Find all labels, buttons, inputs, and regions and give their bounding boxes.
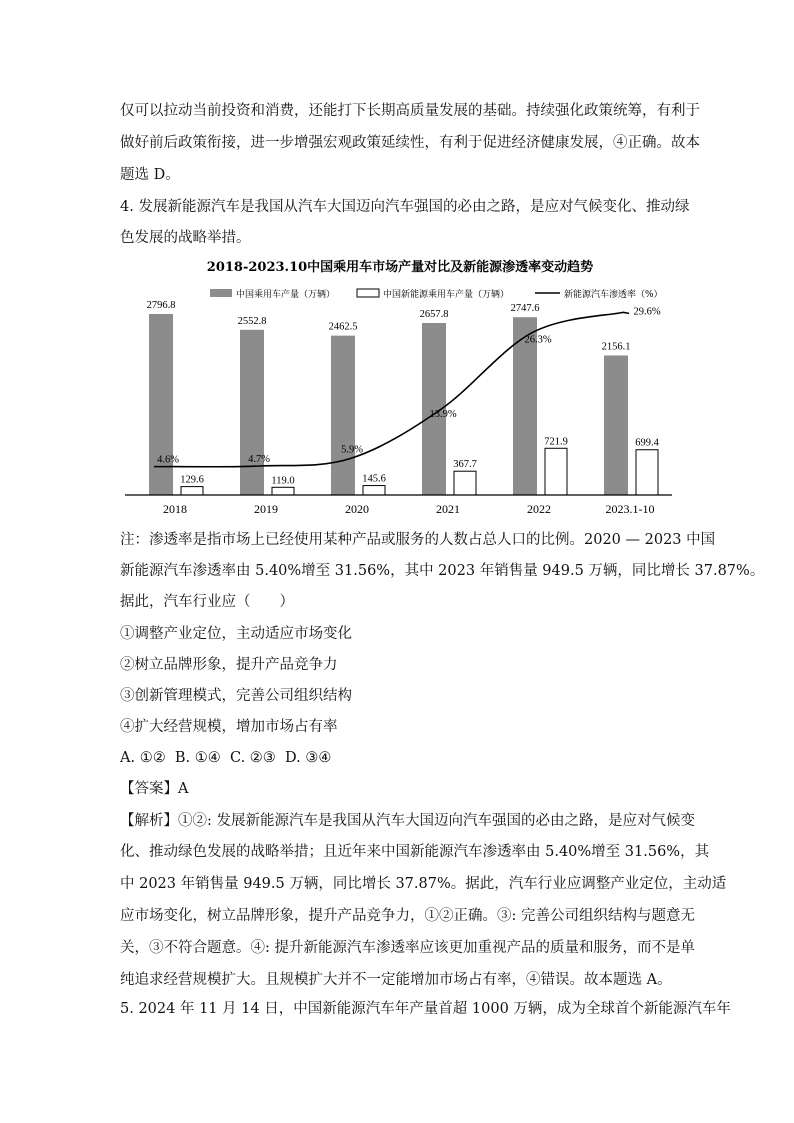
bar-nev-4 [545,448,567,495]
bar-passenger-label-2: 2462.5 [328,321,358,333]
option-4: ④扩大经营规模，增加市场占有率 [120,719,338,735]
bar-nev-3 [454,471,476,495]
bar-passenger-0 [149,314,173,495]
legend-swatch-passenger [210,289,232,297]
bar-nev-1 [272,487,294,495]
bar-nev-label-0: 129.6 [180,474,204,486]
analysis-line: 应市场变化，树立品牌形象，提升产品竞争力，①②正确。③: 完善公司组织结构与题意无 [120,908,695,924]
legend-label-passenger: 中国乘用车产量（万辆） [236,290,336,300]
rate-label-0: 4.6% [157,454,179,466]
bar-passenger-label-3: 2657.8 [419,308,449,320]
analysis-line: 纯追求经营规模扩大。且规模扩大并不一定能增加市场占有率，④错误。故本题选 A。 [120,972,672,988]
question-stem: 据此，汽车行业应（ ） [120,594,294,610]
bar-nev-label-2: 145.6 [362,473,386,485]
bar-nev-label-1: 119.0 [271,475,295,487]
option-2: ②树立品牌形象，提升产品竞争力 [120,657,338,673]
rate-label-5: 29.6% [633,306,661,318]
paragraph-line: 题选 D。 [120,167,180,183]
answer-choices: A. ①② B. ①④ C. ②③ D. ③④ [120,750,332,766]
bar-nev-0 [181,487,203,495]
legend-label-nev: 中国新能源乘用车产量（万辆） [383,290,510,300]
analysis-line: 中 2023 年销售量 949.5 万辆，同比增长 37.87%。据此，汽车行业应调整产业定位，主动适 [120,876,727,892]
bar-nev-label-5: 699.4 [635,437,659,449]
x-tick-3: 2021 [436,502,460,516]
chart-legend [210,288,663,300]
x-tick-5: 2023.1-10 [605,502,655,516]
analysis-line: 化、推动绿色发展的战略举措；且近年来中国新能源汽车渗透率由 5.40%增至 31.56%，其 [120,844,710,860]
bar-nev-label-3: 367.7 [453,459,477,471]
x-tick-4: 2022 [527,502,551,516]
bar-passenger-label-4: 2747.6 [510,303,540,315]
x-tick-2: 2020 [345,502,369,516]
paragraph-line: 做好前后政策衔接，进一步增强宏观政策延续性，有利于促进经济健康发展，④正确。故本 [120,135,700,151]
option-3: ③创新管理模式，完善公司组织结构 [120,688,352,704]
option-1: ①调整产业定位，主动适应市场变化 [120,626,352,642]
legend-label-penetration: 新能源汽车渗透率（%） [564,290,663,300]
x-tick-1: 2019 [254,502,278,516]
rate-label-3: 13.9% [429,409,457,421]
x-tick-0: 2018 [163,502,187,516]
bar-nev-5 [636,450,658,495]
bar-passenger-2 [331,336,355,495]
analysis-line: 关，③不符合题意。④: 提升新能源汽车渗透率应该更加重视产品的质量和服务，而不是单 [120,940,695,956]
paragraph-line: 仅可以拉动当前投资和消费，还能打下长期高质量发展的基础。持续强化政策统筹，有利于 [120,103,700,119]
analysis-line: 【解析】①②: 发展新能源汽车是我国从汽车大国迈向汽车强国的必由之路，是应对气候变 [120,813,695,829]
bar-passenger-5 [604,355,628,495]
rate-label-2: 5.9% [341,444,363,456]
production-chart [120,255,680,520]
bar-nev-2 [363,486,385,495]
rate-label-4: 26.3% [524,334,552,346]
rate-label-1: 4.7% [248,454,270,466]
bar-nev-label-4: 721.9 [544,436,568,448]
bar-passenger-label-1: 2552.8 [237,315,267,327]
question-5-line: 5. 2024 年 11 月 14 日，中国新能源汽车年产量首超 1000 万辆，成为全球首个新能源汽车年 [120,1001,731,1017]
bar-passenger-1 [240,330,264,495]
bar-passenger-label-5: 2156.1 [601,341,631,353]
note-line: 新能源汽车渗透率由 5.40%增至 31.56%，其中 2023 年销售量 949.5 万辆，同比增长 37.87%。 [120,563,765,579]
question-4-line: 4. 发展新能源汽车是我国从汽车大国迈向汽车强国的必由之路，是应对气候变化、推动绿 [120,199,690,215]
note-line: 注：渗透率是指市场上已经使用某种产品或服务的人数占总人口的比例。2020 — 2023 中国 [120,532,716,548]
chart-title: 2018-2023.10中国乘用车市场产量对比及新能源渗透率变动趋势 [206,260,594,275]
legend-swatch-nev [357,289,379,297]
answer: 【答案】A [120,781,189,797]
bar-passenger-label-0: 2796.8 [146,300,176,311]
question-4-line: 色发展的战略举措。 [120,230,251,246]
